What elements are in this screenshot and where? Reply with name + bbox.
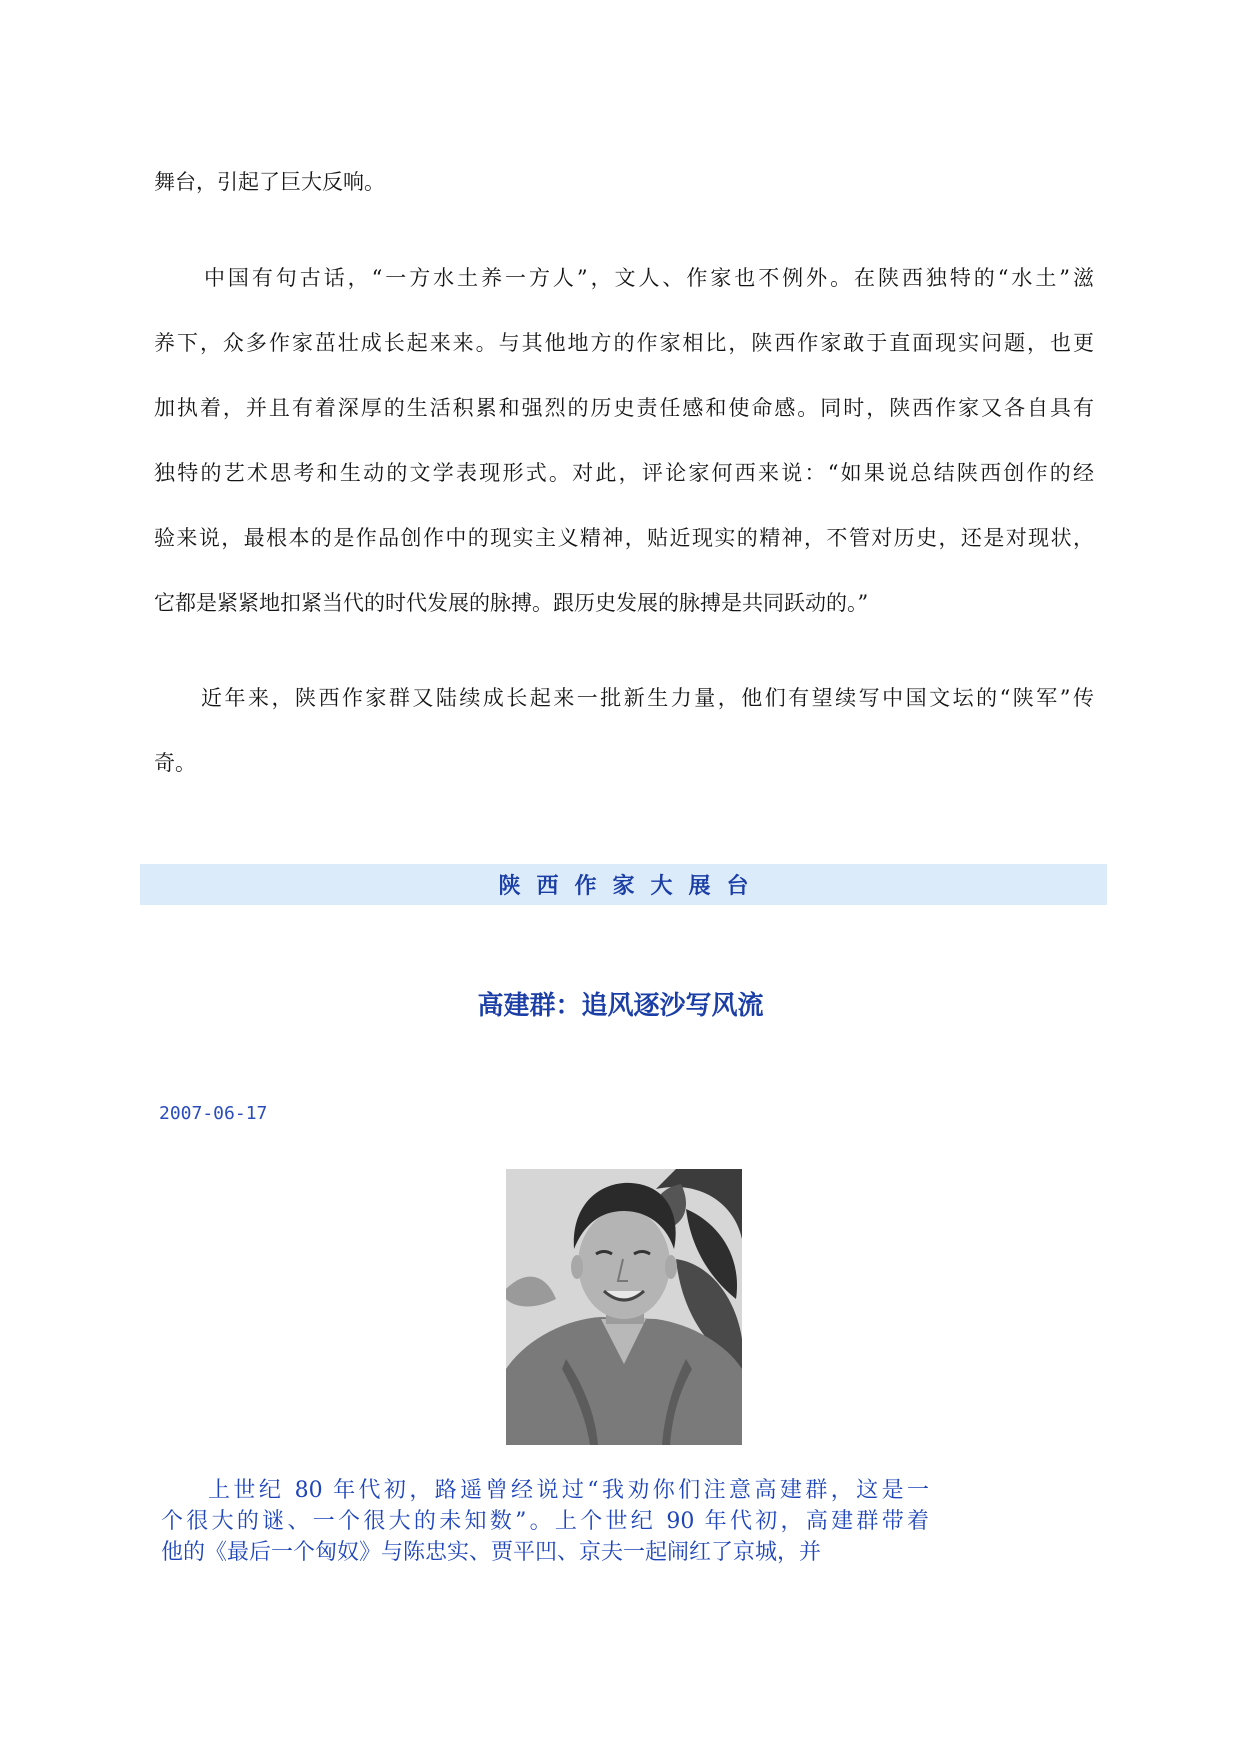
body-text-line: 它都是紧紧地扣紧当代的时代发展的脉搏。跟历史发展的脉搏是共同跃动的。” xyxy=(154,591,869,615)
body-text-line: 中国有句古话，“一方水土养一方人”，文人、作家也不例外。在陕西独特的“水土”滋 xyxy=(201,266,1094,290)
intro-text-line: 上世纪 80 年代初，路遥曾经说过“我劝你们注意高建群，这是一 xyxy=(208,1478,929,1503)
body-text-line: 近年来，陕西作家群又陆续成长起来一批新生力量，他们有望续写中国文坛的“陕军”传 xyxy=(201,686,1094,710)
body-text-line: 奇。 xyxy=(154,751,196,775)
intro-text-line: 他的《最后一个匈奴》与陈忠实、贾平凹、京夫一起闹红了京城，并 xyxy=(161,1540,822,1565)
intro-text-line: 个很大的谜、一个很大的未知数”。上个世纪 90 年代初，高建群带着 xyxy=(161,1509,929,1534)
body-text-line: 养下，众多作家茁壮成长起来来。与其他地方的作家相比，陕西作家敢于直面现实问题，也更 xyxy=(154,331,1094,355)
section-banner xyxy=(140,864,1107,905)
article-date: 2007-06-17 xyxy=(159,1103,268,1124)
body-text-line: 独特的艺术思考和生动的文学表现形式。对此，评论家何西来说：“如果说总结陕西创作的经 xyxy=(154,461,1094,485)
article-title: 高建群：追风逐沙写风流 xyxy=(477,991,764,1021)
body-text-line: 验来说，最根本的是作品创作中的现实主义精神，贴近现实的精神，不管对历史，还是对现状， xyxy=(154,526,1094,550)
section-banner-title: 陕西作家大展台 xyxy=(498,874,765,899)
body-text-line: 加执着，并且有着深厚的生活积累和强烈的历史责任感和使命感。同时，陕西作家又各自具有 xyxy=(154,396,1094,420)
body-text-line: 舞台，引起了巨大反响。 xyxy=(154,170,385,194)
portrait-photo xyxy=(506,1169,742,1445)
